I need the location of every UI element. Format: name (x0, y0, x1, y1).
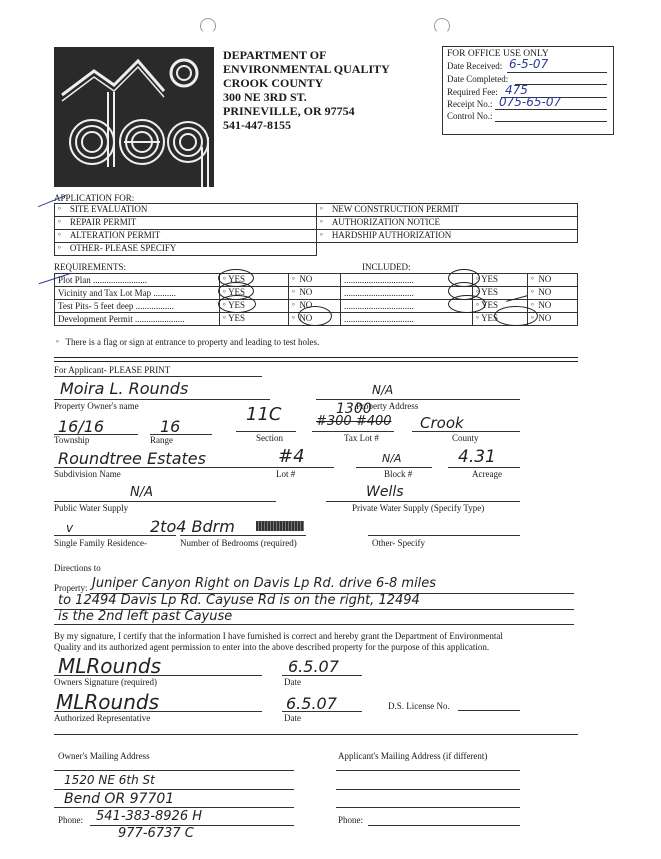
dept-line-3: CROOK COUNTY (223, 76, 324, 90)
single-family-label: Single Family Residence- (54, 538, 147, 548)
circle-req-testpits-yes (218, 295, 256, 313)
range-label: Range (150, 435, 173, 445)
app-item-new-construction[interactable]: NEW CONSTRUCTION PERMIT (331, 204, 460, 214)
taxlot-struck: #300 #400 (316, 414, 392, 429)
flag-note: ° There is a flag or sign at entrance to property and leading to test holes. (56, 337, 320, 347)
block-value[interactable]: N/A (382, 452, 402, 465)
directions-line-3[interactable]: is the 2nd left past Cayuse (58, 609, 233, 624)
phone-1-value[interactable]: 541-383-8926 H (96, 809, 202, 824)
inc-testpits-no[interactable]: NO (538, 300, 552, 310)
date-2-value[interactable]: 6.5.07 (286, 694, 337, 713)
subdivision-label: Subdivision Name (54, 469, 121, 479)
inc-testpits-yes[interactable]: YES (481, 300, 499, 310)
requirements-title: REQUIREMENTS: (54, 262, 126, 272)
private-water-value[interactable]: Wells (366, 484, 404, 500)
taxlot-value[interactable]: 1300 (336, 401, 372, 417)
taxlot-label: Tax Lot # (344, 433, 379, 443)
dept-line-6: 541-447-8155 (223, 118, 291, 132)
acreage-value[interactable]: 4.31 (458, 447, 496, 467)
owner-mailing-label: Owner's Mailing Address (58, 751, 150, 761)
mailing-line-2[interactable]: Bend OR 97701 (64, 791, 175, 807)
dept-line-4: 300 NE 3RD ST. (223, 90, 307, 104)
phone-2-value[interactable]: 977-6737 C (118, 826, 194, 841)
cert-text-1: By my signature, I certify that the information I have furnished is correct and hereby grant the Department of Environmental (54, 631, 503, 641)
scribble-out (256, 521, 304, 531)
app-item-site-evaluation[interactable]: SITE EVALUATION (69, 204, 148, 214)
date-1-label: Date (284, 677, 301, 687)
county-label: County (452, 433, 479, 443)
section-value[interactable]: 11C (246, 404, 282, 425)
owner-signature-value[interactable]: MLRounds (58, 654, 161, 678)
lot-value[interactable]: #4 (278, 446, 305, 467)
applicant-heading: For Applicant- PLEASE PRINT (54, 365, 171, 375)
public-water-label: Public Water Supply (54, 503, 129, 513)
circle-inc-devpermit-no (494, 306, 538, 326)
req-vicinity-yes[interactable]: YES (228, 287, 246, 297)
app-item-alteration[interactable]: ALTERATION PERMIT (69, 230, 161, 240)
directions-line-1[interactable]: Juniper Canyon Right on Davis Lp Rd. drive 6-8 miles (92, 576, 437, 591)
required-fee-label: Required Fee: (447, 87, 498, 97)
date-2-label: Date (284, 713, 301, 723)
rep-signature-value[interactable]: MLRounds (56, 690, 159, 714)
app-item-repair[interactable]: REPAIR PERMIT (69, 217, 137, 227)
requirements-table: Plot Plan ........................ ° YES ° NO ............................... ° YES ° NO Vicinity and Tax Lot Map .......... ° YES ° NO ............................... ° YES ° NO Test Pits- 5 feet deep ................. ° YES ° NO ............................... ° YES ° NO Development Permit ...................... ° YES ° NO ............................... ° YES ° NO (54, 273, 578, 326)
ds-license-label: D.S. License No. (388, 701, 450, 711)
deq-logo-icon (54, 47, 214, 187)
inc-plot-no[interactable]: NO (538, 274, 552, 284)
flag-note-text: There is a flag or sign at entrance to property and leading to test holes. (65, 337, 320, 347)
range-value[interactable]: 16 (160, 417, 181, 436)
app-item-other[interactable]: OTHER- PLEASE SPECIFY (69, 243, 177, 253)
inc-devpermit-yes[interactable]: YES (481, 313, 499, 323)
application-table: ° SITE EVALUATION ° NEW CONSTRUCTION PERMIT ° REPAIR PERMIT ° AUTHORIZATION NOTICE ° ALTERATION PERMIT ° HARDSHIP AUTHORIZATION ° OTHER- PLEASE SPECIFY (54, 203, 578, 256)
date-completed-label: Date Completed: (447, 74, 509, 84)
acreage-label: Acreage (472, 469, 502, 479)
application-title: APPLICATION FOR: (54, 193, 135, 203)
owner-signature-label: Owners Signature (required) (54, 677, 157, 687)
applicant-mailing-label: Applicant's Mailing Address (if different) (338, 751, 488, 761)
owner-name-value[interactable]: Moira L. Rounds (60, 379, 189, 398)
req-plot-yes[interactable]: YES (228, 274, 246, 284)
owner-name-label: Property Owner's name (54, 401, 139, 411)
req-vicinity-map: Vicinity and Tax Lot Map .......... (55, 287, 220, 300)
dept-line-2: ENVIRONMENTAL QUALITY (223, 62, 390, 76)
circle-req-devpermit-no (298, 306, 332, 326)
inc-devpermit-no[interactable]: NO (538, 313, 552, 323)
req-devpermit-no[interactable]: NO (299, 313, 313, 323)
dept-line-1: DEPARTMENT OF (223, 48, 327, 62)
public-water-value[interactable]: N/A (130, 485, 153, 500)
dept-line-5: PRINEVILLE, OR 97754 (223, 104, 355, 118)
property-label: Property: (54, 583, 88, 593)
block-label: Block # (384, 469, 413, 479)
req-dev-permit: Development Permit ...................... (55, 313, 220, 326)
punch-hole-right (434, 18, 450, 34)
req-testpits-yes[interactable]: YES (228, 300, 246, 310)
inc-plot-yes[interactable]: YES (481, 274, 499, 284)
receipt-value: 075-65-07 (499, 95, 562, 109)
receipt-label: Receipt No.: (447, 99, 493, 109)
req-devpermit-yes[interactable]: YES (228, 313, 246, 323)
phone-label-2: Phone: (338, 815, 364, 825)
required-fee-value: 475 (505, 83, 528, 97)
date-received-label: Date Received: (447, 61, 503, 71)
bedrooms-value[interactable]: 2to4 Bdrm (150, 517, 235, 536)
township-value[interactable]: 16/16 (58, 417, 105, 436)
date-received-value: 6-5-07 (509, 57, 549, 71)
directions-line-2[interactable]: to 12494 Davis Lp Rd. Cayuse Rd is on the right, 12494 (58, 593, 420, 608)
township-label: Township (54, 435, 90, 445)
property-address-value[interactable]: N/A (372, 383, 394, 397)
date-1-value[interactable]: 6.5.07 (288, 657, 339, 676)
phone-label: Phone: (58, 815, 84, 825)
included-label: INCLUDED: (362, 262, 411, 272)
rep-signature-label: Authorized Representative (54, 713, 151, 723)
req-plot-no[interactable]: NO (299, 274, 313, 284)
inc-vicinity-yes[interactable]: YES (481, 287, 499, 297)
cert-text-2: Quality and its authorized agent permission to enter into the above described property for the purpose of this application. (54, 642, 490, 652)
dept-address (223, 48, 390, 132)
lot-label: Lot # (276, 469, 296, 479)
directions-label: Directions to (54, 563, 101, 573)
inc-vicinity-no[interactable]: NO (538, 287, 552, 297)
req-plot-plan: Plot Plan ........................ (55, 274, 220, 287)
control-label: Control No.: (447, 111, 493, 121)
office-use-box (442, 46, 614, 135)
app-item-authorization[interactable]: AUTHORIZATION NOTICE (331, 217, 441, 227)
circle-inc-testpits-yes (448, 295, 486, 313)
county-value[interactable]: Crook (420, 414, 464, 432)
section-label: Section (256, 433, 283, 443)
subdivision-value[interactable]: Roundtree Estates (58, 449, 206, 468)
req-test-pits: Test Pits- 5 feet deep ................. (55, 300, 220, 313)
property-address-label: Property Address (356, 401, 419, 411)
mailing-line-1[interactable]: 1520 NE 6th St (64, 773, 155, 787)
req-testpits-no[interactable]: NO (299, 300, 313, 310)
deq-logo (54, 47, 214, 187)
bedrooms-label: Number of Bedrooms (required) (180, 538, 297, 548)
app-item-hardship[interactable]: HARDSHIP AUTHORIZATION (331, 230, 452, 240)
office-title: FOR OFFICE USE ONLY (447, 49, 549, 59)
req-vicinity-no[interactable]: NO (299, 287, 313, 297)
single-family-value[interactable]: v (66, 521, 74, 535)
other-label: Other- Specify (372, 538, 426, 548)
private-water-label: Private Water Supply (Specify Type) (352, 503, 485, 513)
punch-hole-left (200, 18, 216, 34)
